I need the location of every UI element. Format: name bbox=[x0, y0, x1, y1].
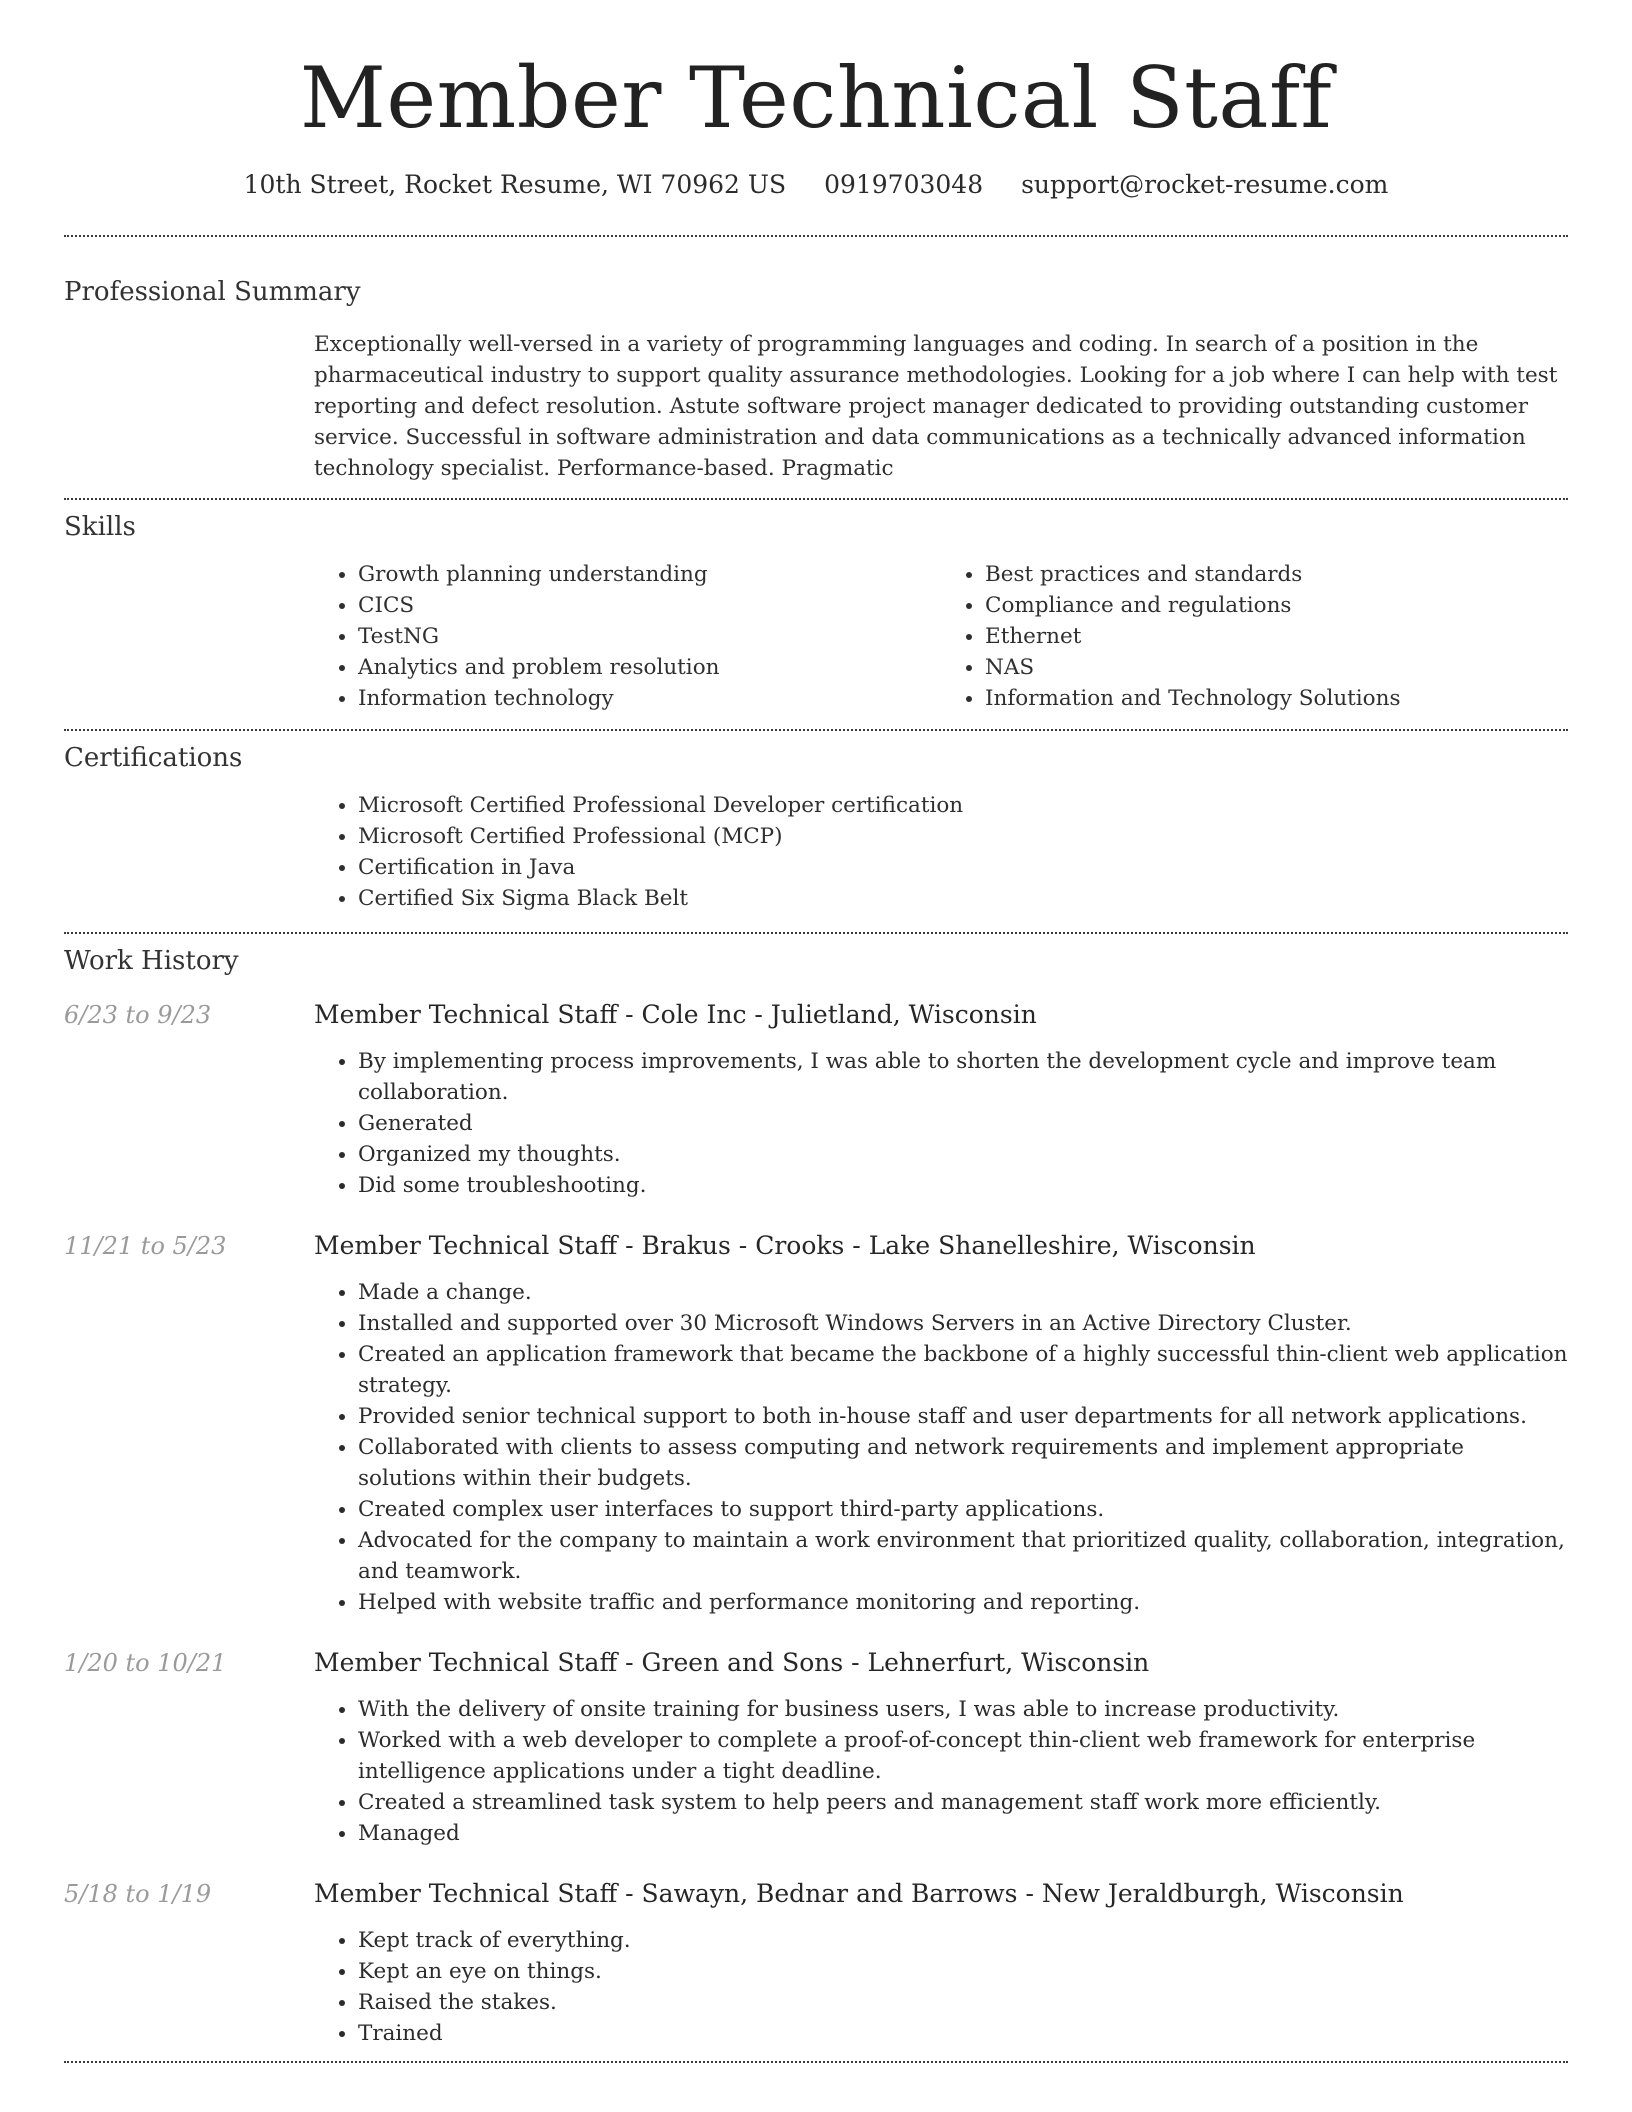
list-item: • Information technology bbox=[358, 683, 941, 714]
list-item: • Certification in Java bbox=[358, 852, 1568, 883]
list-item: • Best practices and standards bbox=[985, 559, 1568, 590]
job-dates: 6/23 to 9/23 bbox=[64, 1001, 212, 1029]
list-item: • Analytics and problem resolution bbox=[358, 652, 941, 683]
list-item: • NAS bbox=[985, 652, 1568, 683]
resume-name: Member Technical Staff bbox=[299, 49, 1333, 147]
contact-phone: 0919703048 bbox=[824, 170, 984, 199]
list-item: • With the delivery of onsite training for business users, I was able to increase productivity. bbox=[358, 1694, 1568, 1725]
job-title: Member Technical Staff - Cole Inc - Julietland, Wisconsin bbox=[314, 1000, 1037, 1029]
list-item: • Growth planning understanding bbox=[358, 559, 941, 590]
list-item: • Raised the stakes. bbox=[358, 1987, 1568, 2018]
summary-section bbox=[64, 237, 1568, 498]
summary-heading: Professional Summary bbox=[64, 277, 361, 307]
certifications-heading: Certifications bbox=[64, 743, 243, 773]
list-item: • Kept an eye on things. bbox=[358, 1956, 1568, 1987]
job-bullets bbox=[314, 1277, 1568, 1618]
job-entry bbox=[64, 1648, 1568, 1849]
list-item: • Created an application framework that became the backbone of a highly successful thin-client web application strategy. bbox=[358, 1339, 1568, 1401]
skills-list-right bbox=[941, 559, 1568, 714]
work-history-heading: Work History bbox=[64, 946, 239, 976]
list-item: • Trained bbox=[358, 2018, 1568, 2049]
list-item: • Compliance and regulations bbox=[985, 590, 1568, 621]
list-item: • TestNG bbox=[358, 621, 941, 652]
list-item: • By implementing process improvements, I was able to shorten the development cycle and improve team collaboration. bbox=[358, 1046, 1568, 1108]
list-item: • Ethernet bbox=[985, 621, 1568, 652]
list-item: • Organized my thoughts. bbox=[358, 1139, 1568, 1170]
list-item: • Kept track of everything. bbox=[358, 1925, 1568, 1956]
skills-heading: Skills bbox=[64, 512, 136, 542]
contact-line bbox=[64, 170, 1568, 199]
job-dates: 1/20 to 10/21 bbox=[64, 1649, 227, 1677]
summary-text: Exceptionally well-versed in a variety of programming languages and coding. In search of a position in the pharmaceutical industry to support quality assurance methodologies. Looking for a job where I can help with test reporting and defect resolution. Astute software project manager dedicated to providing outstanding customer service. Successful in software administration and data communications as a technically advanced information technology specialist. Performance-based. Pragmatic bbox=[314, 332, 1558, 481]
list-item: • Managed bbox=[358, 1818, 1568, 1849]
list-item: • Installed and supported over 30 Microsoft Windows Servers in an Active Directory Cluster. bbox=[358, 1308, 1568, 1339]
work-history-section bbox=[64, 934, 1568, 2061]
list-item: • CICS bbox=[358, 590, 941, 621]
job-title: Member Technical Staff - Sawayn, Bednar and Barrows - New Jeraldburgh, Wisconsin bbox=[314, 1879, 1404, 1908]
job-bullets bbox=[314, 1694, 1568, 1849]
job-title: Member Technical Staff - Green and Sons - Lehnerfurt, Wisconsin bbox=[314, 1648, 1150, 1677]
skills-section bbox=[64, 500, 1568, 729]
list-item: • Advocated for the company to maintain a work environment that prioritized quality, collaboration, integration, and teamwork. bbox=[358, 1525, 1568, 1587]
list-item: • Helped with website traffic and performance monitoring and reporting. bbox=[358, 1587, 1568, 1618]
contact-address: 10th Street, Rocket Resume, WI 70962 US bbox=[243, 170, 787, 199]
list-item: • Information and Technology Solutions bbox=[985, 683, 1568, 714]
list-item: • Generated bbox=[358, 1108, 1568, 1139]
list-item: • Did some troubleshooting. bbox=[358, 1170, 1568, 1201]
job-bullets bbox=[314, 1046, 1568, 1201]
certifications-list bbox=[314, 790, 1568, 914]
contact-email: support@rocket-resume.com bbox=[1021, 170, 1389, 199]
list-item: • Collaborated with clients to assess computing and network requirements and implement appropriate solutions within their budgets. bbox=[358, 1432, 1568, 1494]
job-bullets bbox=[314, 1925, 1568, 2049]
list-item: • Microsoft Certified Professional Developer certification bbox=[358, 790, 1568, 821]
job-entry bbox=[64, 1231, 1568, 1618]
certifications-section bbox=[64, 731, 1568, 932]
job-title: Member Technical Staff - Brakus - Crooks - Lake Shanelleshire, Wisconsin bbox=[314, 1231, 1256, 1260]
list-item: • Created a streamlined task system to help peers and management staff work more efficiently. bbox=[358, 1787, 1568, 1818]
list-item: • Made a change. bbox=[358, 1277, 1568, 1308]
list-item: • Worked with a web developer to complete a proof-of-concept thin-client web framework for enterprise intelligence applications under a tight deadline. bbox=[358, 1725, 1568, 1787]
resume-page bbox=[64, 0, 1568, 2063]
skills-list-left bbox=[314, 559, 941, 714]
list-item: • Certified Six Sigma Black Belt bbox=[358, 883, 1568, 914]
list-item: • Provided senior technical support to both in-house staff and user departments for all network applications. bbox=[358, 1401, 1568, 1432]
list-item: • Microsoft Certified Professional (MCP) bbox=[358, 821, 1568, 852]
job-dates: 11/21 to 5/23 bbox=[64, 1232, 227, 1260]
job-entry bbox=[64, 1879, 1568, 2061]
list-item: • Created complex user interfaces to support third-party applications. bbox=[358, 1494, 1568, 1525]
job-dates: 5/18 to 1/19 bbox=[64, 1880, 212, 1908]
job-entry bbox=[64, 1000, 1568, 1201]
divider bbox=[64, 2061, 1568, 2063]
